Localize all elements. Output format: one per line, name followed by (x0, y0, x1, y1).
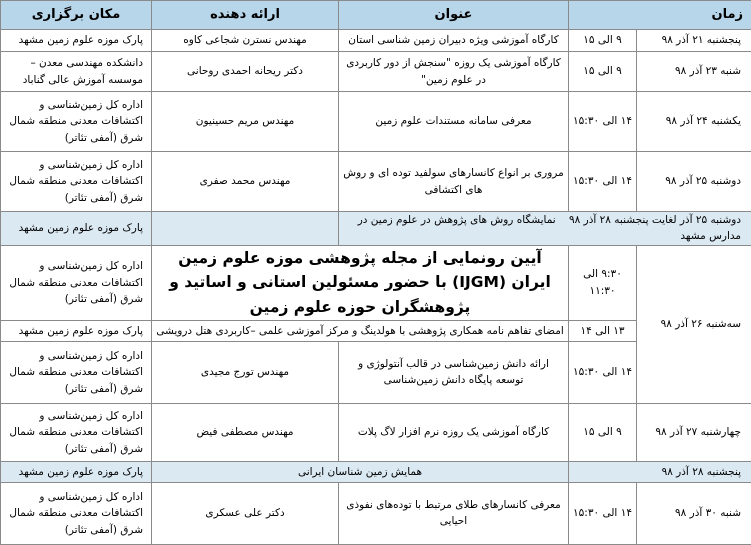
exhibition-title: نمایشگاه روش های پژوهش در علوم زمین در مدارس مشهد (358, 214, 741, 242)
conference-date: پنجشنبه ۲۸ آذر ۹۸ (569, 461, 751, 482)
row-presenter: دکتر ریحانه احمدی روحانی (152, 52, 339, 92)
header-presenter: ارائه دهنده (152, 1, 339, 30)
table-row (1, 92, 751, 152)
table-row (1, 30, 751, 52)
unveil-title: آیین رونمایی از مجله پژوهشی موزه علوم زمین ایران (IJGM) با حضور مسئولین استانی و اساتید و پژوهشگران حوزه علوم زمین (152, 245, 569, 320)
conference-title: همایش زمین شناسان ایرانی (152, 461, 569, 482)
lecture-time: ۱۴ الی ۱۵:۳۰ (569, 341, 637, 403)
table-row (1, 152, 751, 212)
wednesday-row (1, 403, 751, 461)
wednesday-title: کارگاه آموزشی یک روزه نرم افزار لاگ پلات (339, 403, 569, 461)
lecture-title: ارائه دانش زمین‌شناسی در قالب آنتولوژی و توسعه پایگاه دانش زمین‌شناسی (339, 341, 569, 403)
row-time: ۱۴ الی ۱۵:۳۰ (569, 92, 637, 152)
exhibition-presenter-empty (152, 212, 339, 246)
saturday-presenter: دکتر علی عسکری (152, 482, 339, 544)
row-time: ۹ الی ۱۵ (569, 52, 637, 92)
exhibition-band-row (1, 212, 751, 246)
row-time: ۹ الی ۱۵ (569, 30, 637, 52)
unveil-row (1, 245, 751, 320)
header-venue: مکان برگزاری (1, 1, 152, 30)
wednesday-presenter: مهندس مصطفی فیض (152, 403, 339, 461)
wednesday-venue: اداره کل زمین‌شناسی و اکتشافات معدنی منطقه شمال شرق (آمفی تئاتر) (1, 403, 152, 461)
row-venue: پارک موزه علوم زمین مشهد (1, 30, 152, 52)
row-date: پنجشنبه ۲۱ آذر ۹۸ (637, 30, 751, 52)
mou-time: ۱۳ الی ۱۴ (569, 320, 637, 341)
header-row (1, 1, 751, 30)
row-title: کارگاه آموزشی ویژه دبیران زمین شناسی استان (339, 30, 569, 52)
saturday-date: شنبه ۳۰ آذر ۹۸ (637, 482, 751, 544)
row-time: ۱۴ الی ۱۵:۳۰ (569, 152, 637, 212)
lecture-venue: اداره کل زمین‌شناسی و اکتشافات معدنی منطقه شمال شرق (آمفی تئاتر) (1, 341, 152, 403)
saturday-row (1, 482, 751, 544)
row-venue: اداره کل زمین‌شناسی و اکتشافات معدنی منطقه شمال شرق (آمفی تئاتر) (1, 92, 152, 152)
exhibition-venue: پارک موزه علوم زمین مشهد (1, 212, 152, 246)
row-date: شنبه ۲۳ آذر ۹۸ (637, 52, 751, 92)
row-venue: اداره کل زمین‌شناسی و اکتشافات معدنی منطقه شمال شرق (آمفی تئاتر) (1, 152, 152, 212)
saturday-time: ۱۴ الی ۱۵:۳۰ (569, 482, 637, 544)
saturday-title: معرفی کانسارهای طلای مرتبط با توده‌های نفوذی احیایی (339, 482, 569, 544)
unveil-venue: اداره کل زمین‌شناسی و اکتشافات معدنی منطقه شمال شرق (آمفی تئاتر) (1, 245, 152, 320)
wednesday-time: ۹ الی ۱۵ (569, 403, 637, 461)
header-date: زمان (569, 1, 751, 30)
row-date: دوشنبه ۲۵ آذر ۹۸ (637, 152, 751, 212)
header-title: عنوان (339, 1, 569, 30)
tuesday-date: سه‌شنبه ۲۶ آذر ۹۸ (637, 245, 751, 403)
row-presenter: مهندس نسترن شجاعی کاوه (152, 30, 339, 52)
row-presenter: مهندس مریم حسینیون (152, 92, 339, 152)
row-title: مروری بر انواع کانسارهای سولفید توده ای و روش های اکتشافی (339, 152, 569, 212)
mou-title: امضای تفاهم نامه همکاری پژوهشی با هولدینگ و مرکز آموزشی علمی –کاربردی هتل درویشی (152, 320, 569, 341)
table-row (1, 52, 751, 92)
row-title: معرفی سامانه مستندات علوم زمین (339, 92, 569, 152)
conference-venue: پارک موزه علوم زمین مشهد (1, 461, 152, 482)
unveil-time: ۹:۳۰ الی ۱۱:۳۰ (569, 245, 637, 320)
row-date: یکشنبه ۲۴ آذر ۹۸ (637, 92, 751, 152)
row-title: کارگاه آموزشی یک روزه "سنجش از دور کاربردی در علوم زمین" (339, 52, 569, 92)
lecture-presenter: مهندس تورج مجیدی (152, 341, 339, 403)
wednesday-date: چهارشنبه ۲۷ آذر ۹۸ (637, 403, 751, 461)
row-presenter: مهندس محمد صفری (152, 152, 339, 212)
saturday-venue: اداره کل زمین‌شناسی و اکتشافات معدنی منطقه شمال شرق (آمفی تئاتر) (1, 482, 152, 544)
row-venue: دانشکده مهندسی معدن – موسسه آموزش عالی گناباد (1, 52, 152, 92)
conference-band-row (1, 461, 751, 482)
exhibition-date: دوشنبه ۲۵ آذر لغایت پنجشنبه ۲۸ آذر ۹۸ (569, 214, 741, 226)
exhibition-date-title (339, 212, 751, 246)
mou-venue: پارک موزه علوم زمین مشهد (1, 320, 152, 341)
